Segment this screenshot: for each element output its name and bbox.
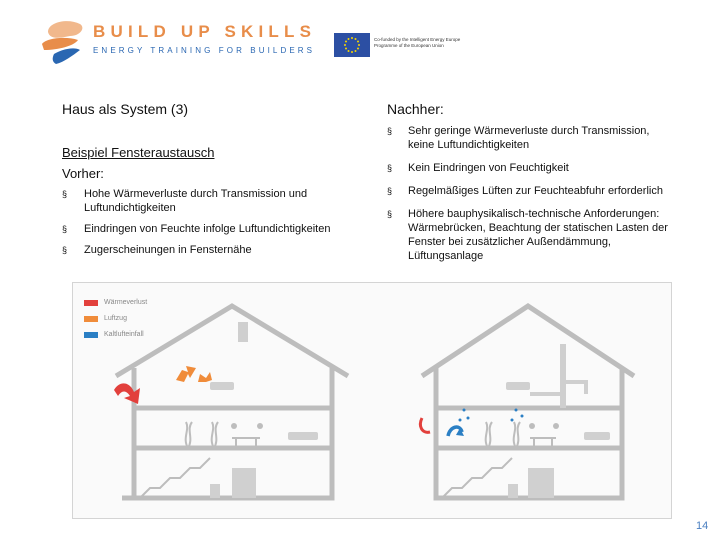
legend-item: Luftzug <box>84 312 147 325</box>
example-heading: Beispiel Fensteraustausch <box>62 145 215 160</box>
eu-flag-icon <box>334 33 370 57</box>
list-item: § Zugerscheinungen in Fensternähe <box>62 244 252 256</box>
legend-item: Wärmeverlust <box>84 296 147 309</box>
after-heading: Nachher: <box>387 101 444 117</box>
list-item: § Eindringen von Feuchte infolge Luftundichtigkeiten <box>62 223 331 235</box>
eu-funding-note: Co-funded by the Intelligent Energy Europe Programme of the European Union <box>374 37 461 48</box>
list-item: § Kein Eindringen von Feuchtigkeit <box>387 162 569 174</box>
logo-subtitle: ENERGY TRAINING FOR BUILDERS <box>93 46 316 55</box>
list-item: § Hohe Wärmeverluste durch Transmission und Luftundichtigkeiten <box>62 188 308 214</box>
build-up-skills-logo-icon <box>40 16 88 68</box>
legend-swatch-cold-air <box>84 332 98 338</box>
after-list <box>387 124 677 272</box>
logo-title: BUILD UP SKILLS <box>93 22 317 41</box>
house-after-icon <box>416 298 648 506</box>
list-item: § Sehr geringe Wärmeverluste durch Transmission, keine Luftundichtigkeiten <box>387 125 650 151</box>
legend-swatch-draft <box>84 316 98 322</box>
list-item: § Regelmäßiges Lüften zur Feuchteabfuhr erforderlich <box>387 185 663 197</box>
before-list <box>62 187 362 264</box>
slide-title: Haus als System (3) <box>62 101 189 117</box>
page-number: 14 <box>696 520 709 532</box>
house-before-icon <box>110 298 355 506</box>
before-heading: Vorher: <box>62 166 104 181</box>
legend-swatch-heat-loss <box>84 300 98 306</box>
list-item: § Höhere bauphysikalisch-technische Anforderungen: Wärmebrücken, Beachtung der statischen Lasten der Fenster bei zusätzlicher Außendämmung, Lüftungsanlage <box>387 208 668 262</box>
legend-item: Kaltlufteinfall <box>84 328 147 341</box>
